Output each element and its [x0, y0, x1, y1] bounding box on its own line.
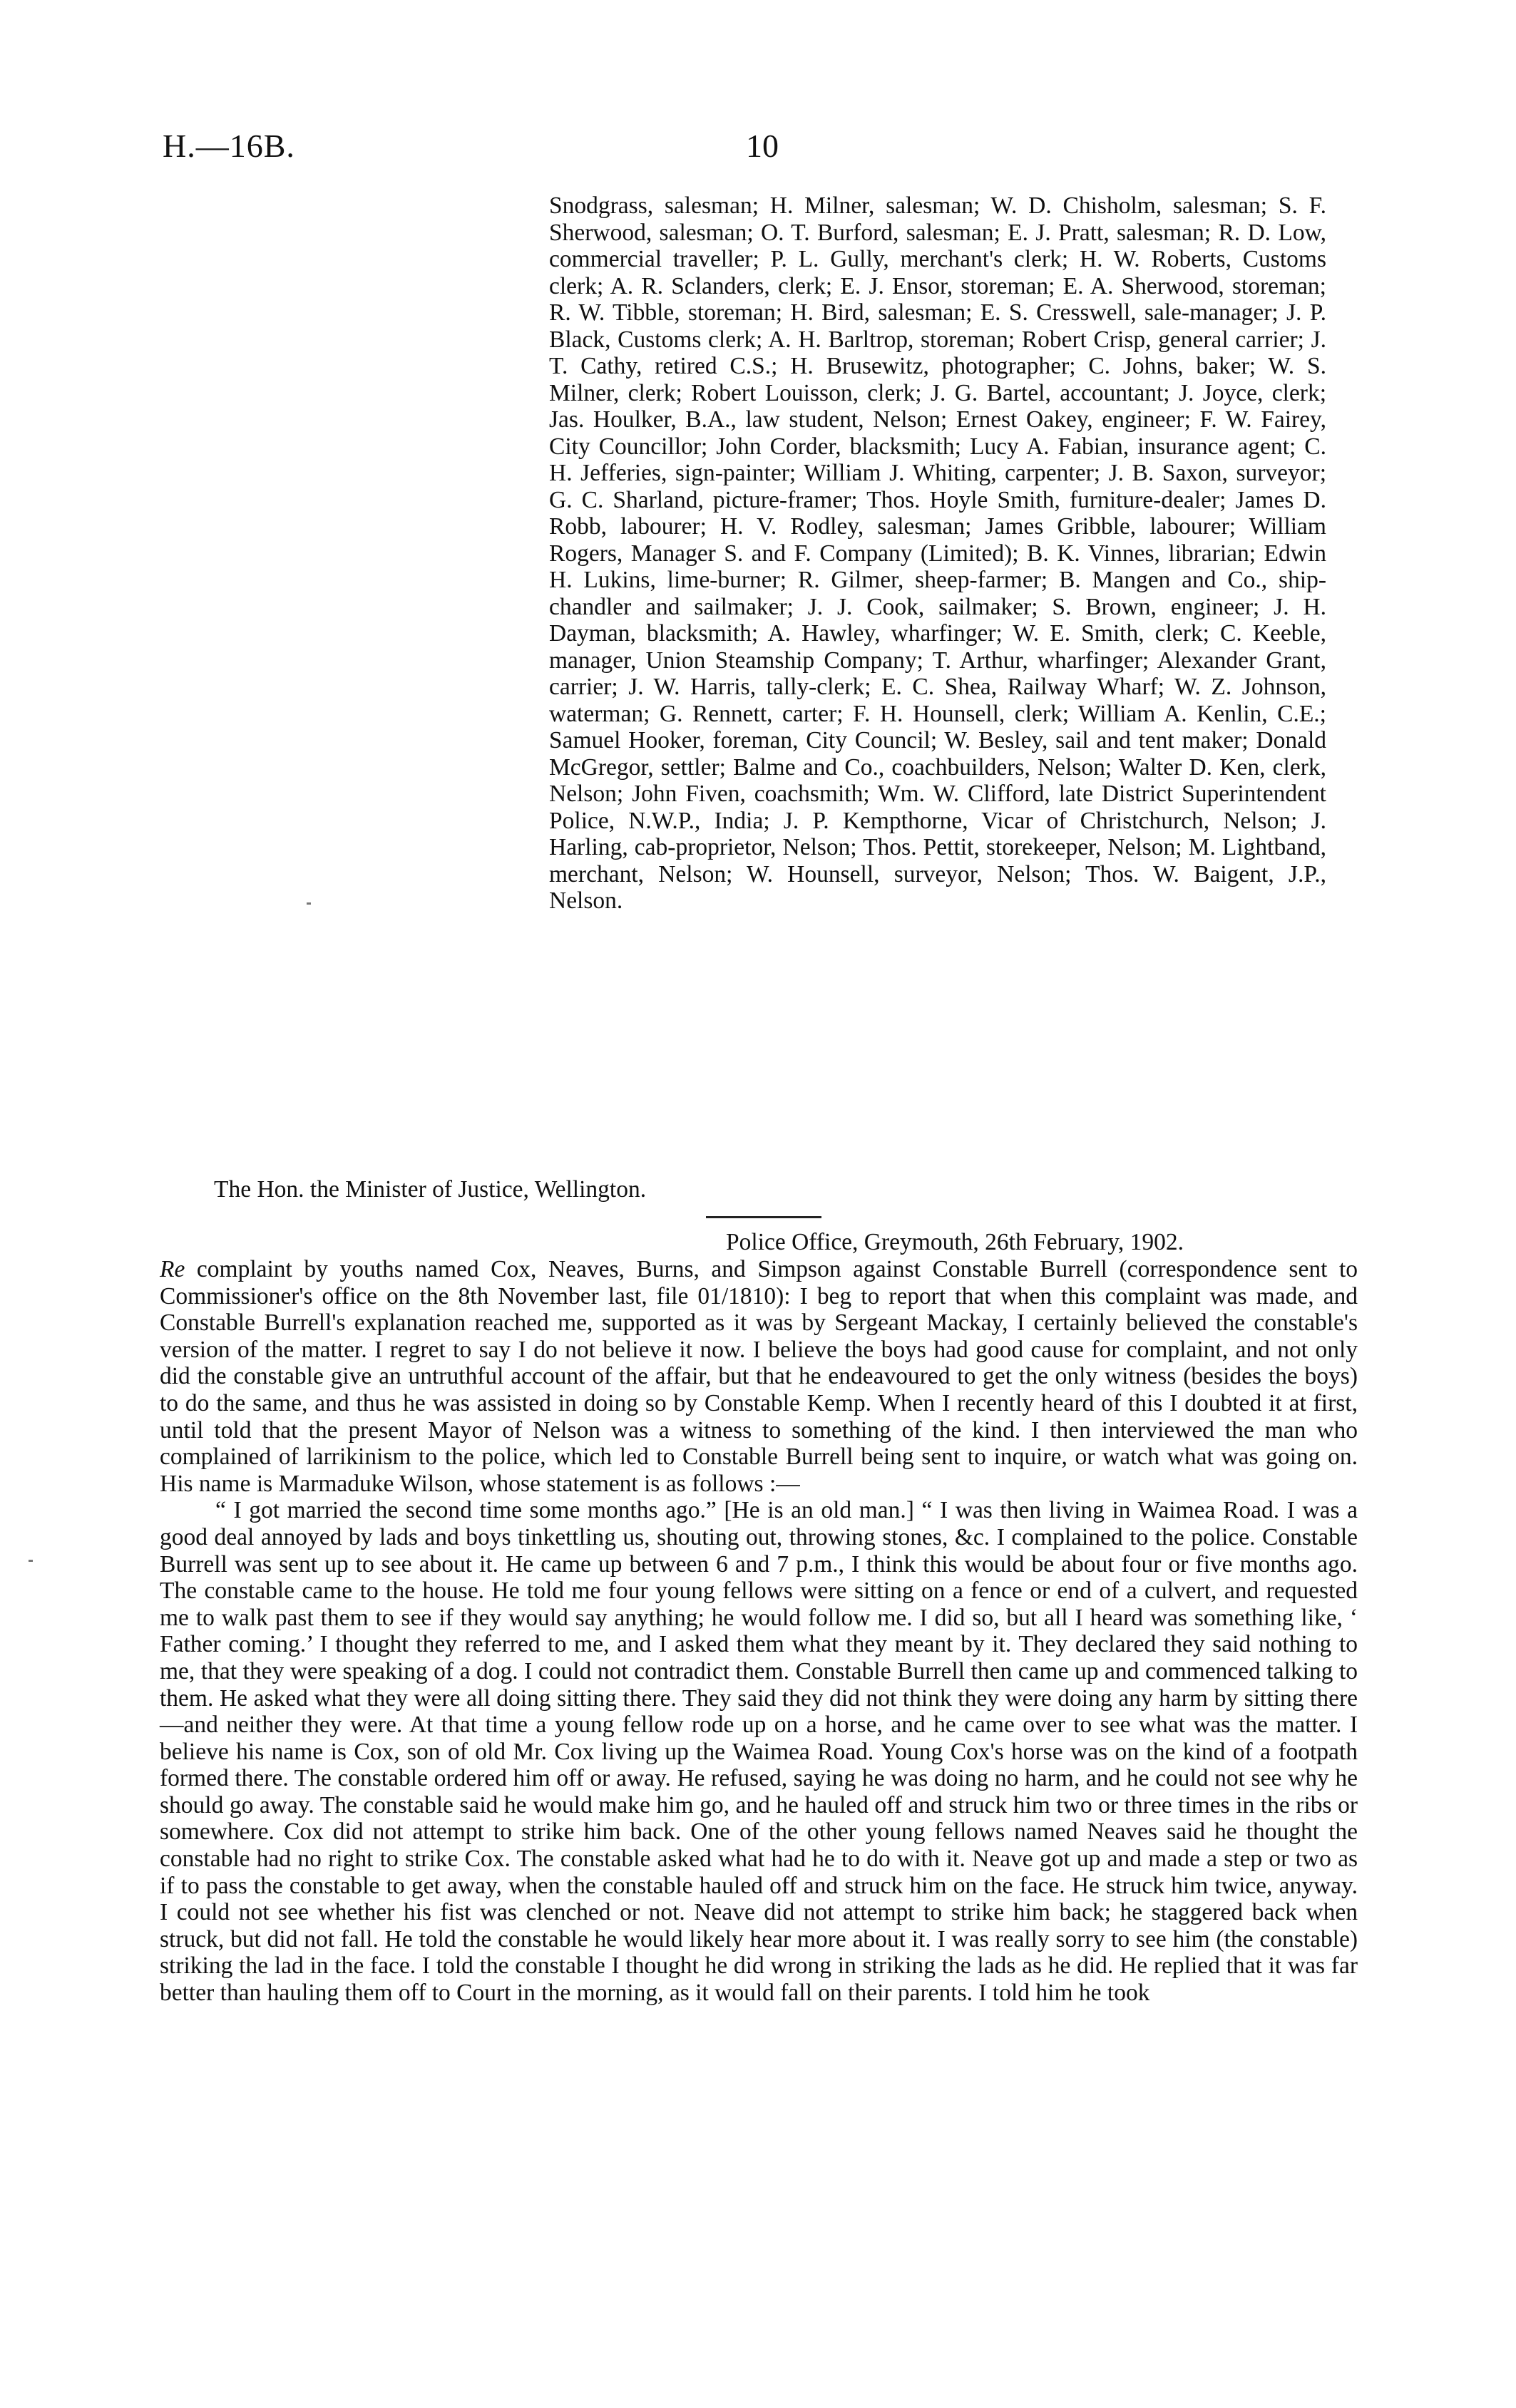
page-number: 10 [746, 128, 779, 164]
scan-speck [307, 902, 311, 905]
scan-speck [29, 1560, 33, 1562]
series-code: H.—16B. [163, 128, 295, 164]
paragraph-text: complaint by youths named Cox, Neaves, Burns, and Simpson against Constable Burrell (correspondence sent to Commissioner's office on the 8th November last, file 01/1810): I beg to report that when this complaint was made, and Constable Burrell's explanation reached me, supported as it was by Sergeant Mackay, I certainly believed the constable's version of the matter. I regret to say I do not believe it now. I believe the boys had good cause for complaint, and not only did the constable give an untruthful account of the affair, but that he endeavoured to get the only witness (besides the boys) to do the same, and thus he was assisted in doing so by Constable Kemp. When I recently heard of this I doubted it at first, until told that the present Mayor of Nelson was a witness to something of the kind. I then interviewed the man who complained of larrikinism to the police, which led to Constable Burrell being sent to inquire, or watch what was going on. His name is Marmaduke Wilson, whose statement is as follows :— [160, 1256, 1358, 1497]
addressee-line: The Hon. the Minister of Justice, Wellington. [214, 1176, 647, 1203]
re-word: Re [160, 1256, 185, 1282]
section-divider [706, 1216, 821, 1218]
letter-dateline: Police Office, Greymouth, 26th February, 1902. [726, 1229, 1184, 1255]
signatories-text: Snodgrass, salesman; H. Milner, salesman; W. D. Chisholm, salesman; S. F. Sherwood, salesman; O. T. Burford, salesman; E. J. Pratt, salesman; R. D. Low, commercial traveller; P. L. Gully, merchant's clerk; H. W. Roberts, Customs clerk; A. R. Sclanders, clerk; E. J. Ensor, storeman; E. A. Sherwood, storeman; R. W. Tibble, storeman; H. Bird, salesman; E. S. Cresswell, sale-manager; J. P. Black, Customs clerk; A. H. Barltrop, storeman; Robert Crisp, general carrier; J. T. Cathy, retired C.S.; H. Brusewitz, photographer; C. Johns, baker; W. S. Milner, clerk; Robert Louisson, clerk; J. G. Bartel, accountant; J. Joyce, clerk; Jas. Houlker, B.A., law student, Nelson; Ernest Oakey, engineer; F. W. Fairey, City Councillor; John Corder, blacksmith; Lucy A. Fabian, insurance agent; C. H. Jefferies, sign-painter; William J. Whiting, carpenter; J. B. Saxon, surveyor; G. C. Sharland, picture-framer; Thos. Hoyle Smith, furniture-dealer; James D. Robb, labourer; H. V. Rodley, salesman; James Gribble, labourer; William Rogers, Manager S. and F. Company (Limited); B. K. Vinnes, librarian; Edwin H. Lukins, lime-burner; R. Gilmer, sheep-farmer; B. Mangen and Co., ship-chandler and sailmaker; J. J. Cook, sailmaker; S. Brown, engineer; J. H. Dayman, blacksmith; A. Hawley, wharfinger; W. E. Smith, clerk; C. Keeble, manager, Union Steamship Company; T. Arthur, wharfinger; Alexander Grant, carrier; J. W. Harris, tally-clerk; E. C. Shea, Railway Wharf; W. Z. Johnson, waterman; G. Rennett, carter; F. H. Hounsell, clerk; William A. Kenlin, C.E.; Samuel Hooker, foreman, City Council; W. Besley, sail and tent maker; Donald McGregor, settler; Balme and Co., coachbuilders, Nelson; Walter D. Ken, clerk, Nelson; John Fiven, coachsmith; Wm. W. Clifford, late District Superintendent Police, N.W.P., India; J. P. Kempthorne, Vicar of Christchurch, Nelson; J. Harling, cab-proprietor, Nelson; Thos. Pettit, storekeeper, Nelson; M. Lightband, merchant, Nelson; W. Hounsell, surveyor, Nelson; Thos. W. Baigent, J.P., Nelson. [549, 192, 1326, 914]
statement-paragraph: “ I got married the second time some months ago.” [He is an old man.] “ I was then living in Waimea Road. I was a good deal annoyed by lads and boys tinkettling us, shouting out, throwing stones, &c. I complained to the police. Constable Burrell was sent up to see about it. He came up between 6 and 7 p.m., I think this would be about four or five months ago. The constable came to the house. He told me four young fellows were sitting on a fence or end of a culvert, and requested me to walk past them to see if they would say anything; he would follow me. I did so, but all I heard was something like, ‘ Father coming.’ I thought they referred to me, and I asked them what they meant by it. They declared they said nothing to me, that they were speaking of a dog. I could not contradict them. Constable Burrell then came up and commenced talking to them. He asked what they were all doing sitting there. They said they did not think they were doing any harm by sitting there—and neither they were. At that time a young fellow rode up on a horse, and he came over to see what was the matter. I believe his name is Cox, son of old Mr. Cox living up the Waimea Road. Young Cox's horse was on the kind of a footpath formed there. The constable ordered him off or away. He refused, saying he was doing no harm, and he could not see why he should go away. The constable said he would make him go, and he hauled off and struck him two or three times in the ribs or somewhere. Cox did not attempt to strike him back. One of the other young fellows named Neaves said he thought the constable had no right to strike Cox. The constable asked what had he to do with it. Neave got up and made a step or two as if to pass the constable to get away, when the constable hauled off and struck him on the face. He struck him twice, anyway. I could not see whether his fist was clenched or not. Neave did not attempt to strike him back; he staggered back when struck, but did not fall. He told the constable he would likely hear more about it. I was really sorry to see him (the constable) striking the lad in the face. I told the constable I thought he did wrong in striking the lads as he did. He replied that it was far better than hauling them off to Court in the morning, as it would fall on their parents. I told him he took [160, 1497, 1358, 2007]
letter-body [160, 1256, 1358, 2007]
signatories-block [549, 192, 1326, 915]
letter-paragraph [160, 1256, 1358, 1497]
